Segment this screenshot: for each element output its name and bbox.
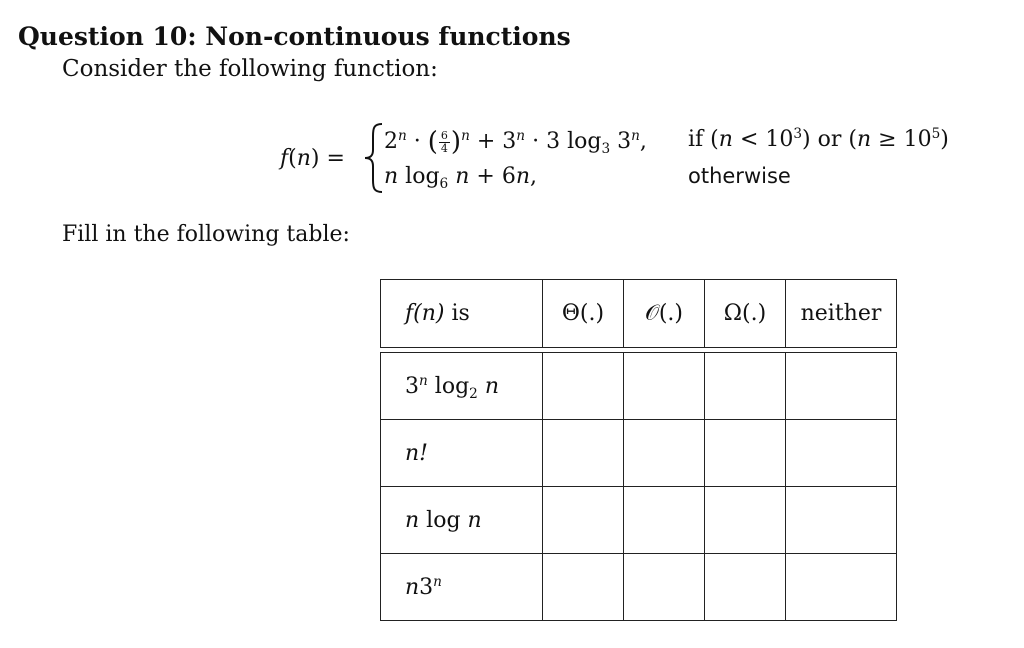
function-name: f xyxy=(280,146,289,171)
header-big-o: 𝒪(.) xyxy=(624,280,705,348)
answer-cell-neither[interactable] xyxy=(786,420,897,487)
header-neither: neither xyxy=(786,280,897,348)
answer-cell-theta[interactable] xyxy=(543,487,624,554)
answer-cell-big-o[interactable] xyxy=(624,353,705,420)
answer-cell-neither[interactable] xyxy=(786,487,897,554)
case1-expression: $2^n$ · ( $\frac{6}{4}$ )$^n + 3^n \cdot 3$ $\log_3 3^n$, xyxy=(384,127,647,157)
answer-cell-omega[interactable] xyxy=(705,353,786,420)
table-row xyxy=(381,353,897,420)
case2-condition: otherwise xyxy=(688,164,791,188)
answer-cell-neither[interactable] xyxy=(786,554,897,621)
answer-cell-neither[interactable] xyxy=(786,353,897,420)
question-intro: Consider the following function: xyxy=(62,56,438,82)
answer-cell-omega[interactable] xyxy=(705,420,786,487)
case1-condition: if $(n < 10^3)$ or $(n \ge 10^5)$ xyxy=(688,125,949,152)
question-title: Question 10: Non-continuous functions xyxy=(18,22,571,51)
row-label: n log n xyxy=(381,487,543,554)
answer-cell-big-o[interactable] xyxy=(624,487,705,554)
answer-cell-omega[interactable] xyxy=(705,487,786,554)
answer-cell-theta[interactable] xyxy=(543,420,624,487)
answer-cell-omega[interactable] xyxy=(705,554,786,621)
answer-cell-theta[interactable] xyxy=(543,554,624,621)
row-label: n3$^n$ xyxy=(381,554,543,621)
table-row xyxy=(381,420,897,487)
answer-cell-theta[interactable] xyxy=(543,353,624,420)
answer-cell-big-o[interactable] xyxy=(624,554,705,621)
header-fn-is: f(n) is xyxy=(381,280,543,348)
fraction: $\frac{6}{4}$ xyxy=(440,128,448,155)
function-arg: n xyxy=(296,146,311,171)
case2-expression: n $\log_6 n + 6n$, xyxy=(384,164,537,192)
complexity-table xyxy=(380,279,897,621)
table-header-row xyxy=(381,280,897,348)
table-row xyxy=(381,554,897,621)
row-label: n! xyxy=(381,420,543,487)
header-theta: Θ(.) xyxy=(543,280,624,348)
answer-cell-big-o[interactable] xyxy=(624,420,705,487)
instruction-text: Fill in the following table: xyxy=(62,222,350,247)
header-omega: Ω(.) xyxy=(705,280,786,348)
row-label: 3$^n$ $\log_2 n$ xyxy=(381,353,543,420)
function-label: f(n) = xyxy=(280,146,345,171)
brace-path xyxy=(365,124,382,192)
table-row xyxy=(381,487,897,554)
